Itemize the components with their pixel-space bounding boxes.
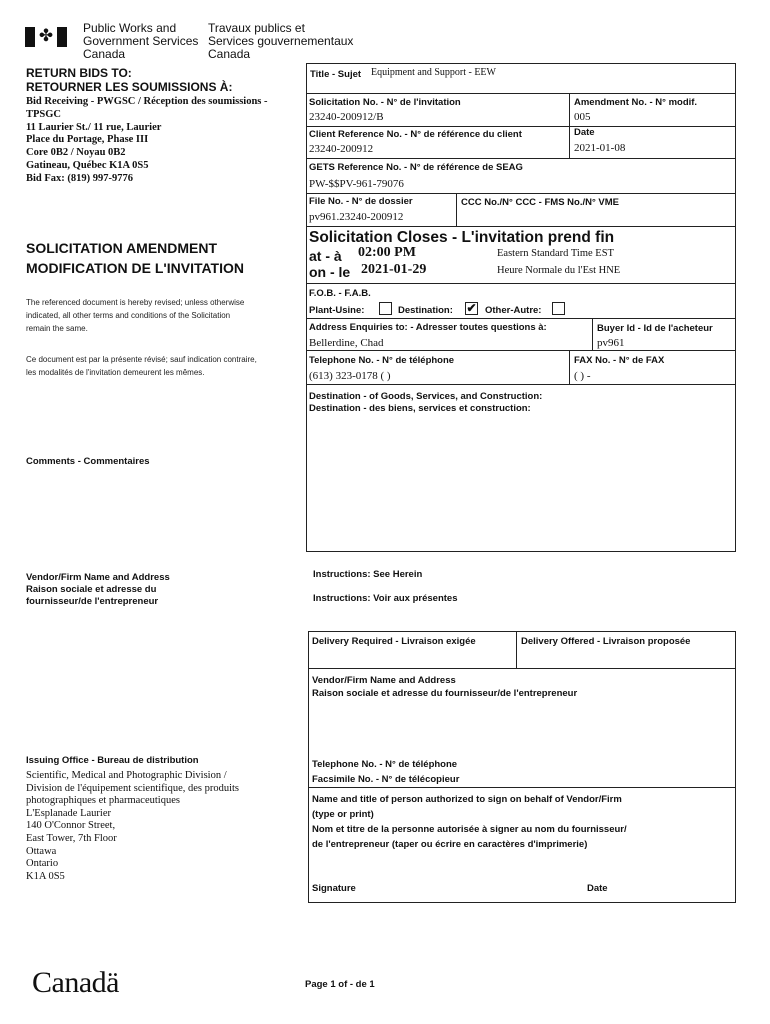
return-bids-title-fr: RETOURNER LES SOUMISSIONS À: (26, 80, 233, 94)
date-label: Date (574, 127, 595, 138)
address-line: East Tower, 7th Floor (26, 832, 117, 844)
enquiries-label: Address Enquiries to: - Adresser toutes questions à: (309, 322, 547, 333)
fob-label: F.O.B. - F.A.B. (309, 288, 371, 299)
amendment-label: Amendment No. - N° modif. (574, 97, 698, 108)
vendor-left-label (26, 572, 170, 608)
file-number-label: File No. - N° de dossier (309, 196, 413, 207)
label-line: Nom et titre de la personne autorisée à signer au nom du fournisseur/ (312, 824, 627, 835)
address-line: 11 Laurier St./ 11 rue, Laurier (26, 121, 162, 133)
department-line: Canada (83, 47, 126, 61)
amendment-value: 005 (574, 111, 591, 123)
file-number-value: pv961.23240-200912 (309, 211, 404, 223)
solicitation-closes-label: Solicitation Closes - L'invitation prend fin (309, 229, 615, 246)
client-reference-value: 23240-200912 (309, 143, 374, 155)
return-bids-title (26, 66, 232, 94)
gets-reference-label: GETS Reference No. - N° de référence de SEAG (309, 162, 523, 173)
address-line: 140 O'Connor Street, (26, 820, 116, 832)
fax-value: ( ) - (574, 370, 591, 382)
address-line: Core 0B2 / Noyau 0B2 (26, 147, 126, 159)
amendment-text-en (26, 296, 244, 335)
signature-date-label[interactable]: Date (587, 883, 608, 894)
label-line: Name and title of person authorized to sign on behalf of Vendor/Firm (312, 794, 622, 805)
other-label: Other-Autre: (485, 305, 542, 316)
instructions-fr: Instructions: Voir aux présentes (313, 593, 458, 604)
amendment-title (26, 238, 244, 278)
label-line: Raison sociale et adresse du (26, 584, 157, 595)
amendment-title-en: SOLICITATION AMENDMENT (26, 240, 218, 256)
telephone-label: Telephone No. - N° de téléphone (309, 355, 455, 366)
at-label: at - à (309, 248, 342, 264)
department-name-fr (208, 22, 353, 61)
address-line: Bid Receiving - PWGSC / Réception des soumissions - (26, 96, 268, 107)
label-line: Vendor/Firm Name and Address (26, 572, 170, 583)
title-value: Equipment and Support - EEW (371, 67, 496, 78)
address-line: Ontario (26, 858, 59, 870)
label-line: fournisseur/de l'entrepreneur (26, 596, 159, 607)
text-line: The referenced document is hereby revised; unless otherwise (26, 298, 245, 307)
canada-wordmark: Canadä (32, 966, 119, 999)
label-line: Raison sociale et adresse du fournisseur/de l'entrepreneur (312, 688, 578, 699)
timezone-en: Eastern Standard Time EST (497, 248, 614, 259)
ccc-number-label: CCC No./N° CCC - FMS No./N° VME (461, 197, 620, 208)
label-line: Destination - des biens, services et construction: (309, 403, 531, 414)
text-line: les modalités de l'invitation demeurent les mêmes. (26, 368, 205, 377)
delivery-offered-label[interactable]: Delivery Offered - Livraison proposée (521, 636, 691, 647)
amendment-title-fr: MODIFICATION DE L'INVITATION (26, 260, 244, 276)
address-line: Bid Fax: (819) 997-9776 (26, 172, 134, 184)
text-line: Ce document est par la présente révisé; sauf indication contraire, (26, 355, 257, 364)
enquiries-value: Bellerdine, Chad (309, 337, 384, 349)
department-line: Services gouvernementaux (208, 34, 354, 48)
destination-checkbox[interactable]: ✔ (466, 301, 477, 315)
signature-label[interactable]: Signature (312, 883, 356, 894)
solicitation-label: Solicitation No. - N° de l'invitation (309, 97, 461, 108)
gets-reference-value: PW-$$PV-961-79076 (309, 178, 404, 190)
closing-date-value: 2021-01-29 (361, 262, 427, 277)
on-label: on - le (309, 264, 351, 280)
issuing-office-address (26, 770, 239, 883)
label-line: Vendor/Firm Name and Address (312, 675, 456, 686)
delivery-required-label[interactable]: Delivery Required - Livraison exigée (312, 636, 476, 647)
instructions-en: Instructions: See Herein (313, 569, 423, 580)
authorized-person-label[interactable] (312, 792, 627, 852)
vendor-fax-label[interactable]: Facsimile No. - N° de télécopieur (312, 774, 460, 785)
address-line: K1A 0S5 (26, 870, 65, 882)
address-line: Ottawa (26, 845, 57, 857)
text-line: indicated, all other terms and conditions of the Solicitation (26, 311, 231, 320)
destination-goods-label (309, 391, 542, 415)
destination-label: Destination: (398, 305, 453, 316)
department-line: Travaux publics et (208, 21, 305, 35)
amendment-text-fr (26, 353, 257, 379)
department-line: Government Services (83, 34, 199, 48)
department-name-en (83, 22, 198, 61)
plant-checkbox[interactable] (379, 302, 392, 315)
address-line: Place du Portage, Phase III (26, 134, 149, 146)
label-line: (type or print) (312, 809, 374, 820)
date-value: 2021-01-08 (574, 142, 626, 154)
address-line: L'Esplanade Laurier (26, 807, 111, 819)
vendor-name-label[interactable] (312, 674, 577, 700)
client-reference-label: Client Reference No. - N° de référence du client (309, 129, 522, 140)
title-label: Title - Sujet (310, 69, 362, 80)
issuing-office-label: Issuing Office - Bureau de distribution (26, 755, 199, 766)
address-line: Division de l'équipement scientifique, des produits (26, 782, 240, 794)
buyer-id-value: pv961 (597, 337, 625, 349)
department-line: Canada (208, 47, 251, 61)
comments-label: Comments - Commentaires (26, 456, 150, 467)
canada-flag-icon: ✤ (25, 27, 67, 47)
address-line: TPSGC (26, 108, 62, 120)
label-line: Destination - of Goods, Services, and Construction: (309, 391, 543, 402)
closing-time-value: 02:00 PM (358, 245, 416, 260)
department-line: Public Works and (83, 21, 177, 35)
address-line: Gatineau, Québec K1A 0S5 (26, 159, 149, 171)
vendor-telephone-label[interactable]: Telephone No. - N° de téléphone (312, 759, 458, 770)
other-checkbox[interactable] (552, 302, 565, 315)
label-line: de l'entrepreneur (taper ou écrire en caractères d'imprimerie) (312, 839, 588, 850)
buyer-id-label: Buyer Id - Id de l'acheteur (597, 323, 713, 334)
page-number: Page 1 of - de 1 (305, 979, 375, 990)
address-line: Scientific, Medical and Photographic Division / (26, 770, 227, 781)
solicitation-value: 23240-200912/B (309, 111, 384, 123)
text-line: remain the same. (26, 324, 88, 333)
address-line: photographiques et pharmaceutiques (26, 795, 180, 807)
timezone-fr: Heure Normale du l'Est HNE (497, 265, 621, 276)
return-bids-address (26, 96, 268, 186)
return-bids-title-en: RETURN BIDS TO: (26, 66, 132, 80)
fax-label: FAX No. - N° de FAX (574, 355, 665, 366)
plant-label: Plant-Usine: (309, 305, 365, 316)
telephone-value: (613) 323-0178 ( ) (309, 370, 391, 382)
